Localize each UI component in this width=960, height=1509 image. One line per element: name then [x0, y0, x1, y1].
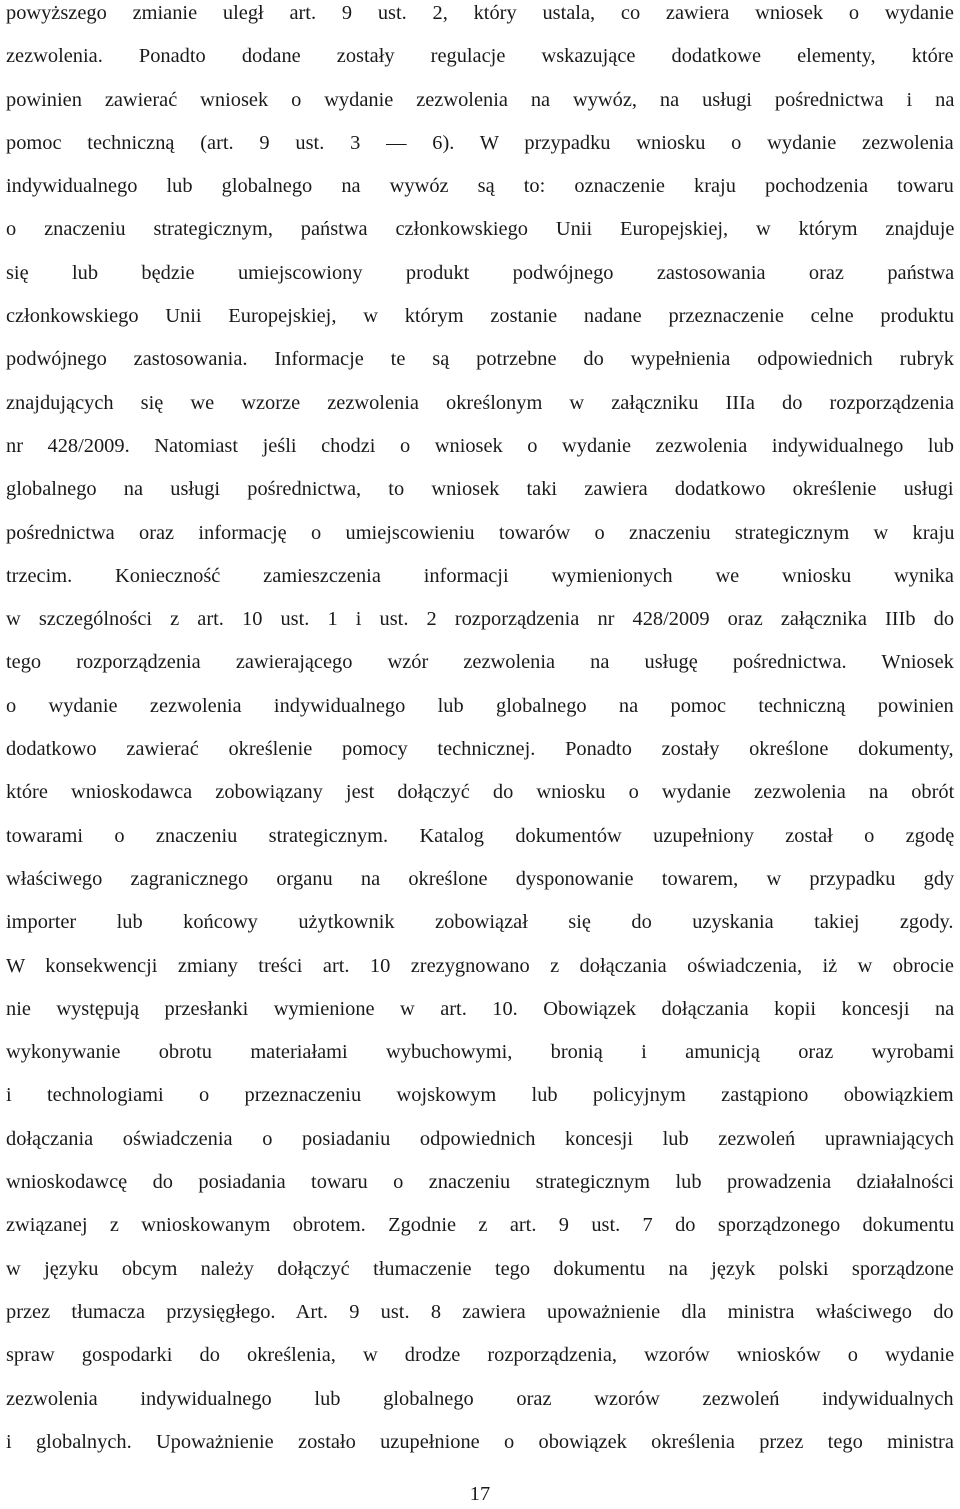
text-line: powyższego zmianie uległ art. 9 ust. 2, który ustala, co zawiera wniosek o wydanie	[6, 2, 954, 24]
text-line: nr 428/2009. Natomiast jeśli chodzi o wniosek o wydanie zezwolenia indywidualnego lub	[6, 434, 954, 457]
text-line: nie występują przesłanki wymienione w art. 10. Obowiązek dołączania kopii koncesji na	[6, 997, 955, 1020]
text-line: tego rozporządzenia zawierającego wzór zezwolenia na usługę pośrednictwa. Wniosek	[6, 651, 954, 674]
text-line: znajdujących się we wzorze zezwolenia określonym w załączniku IIIa do rozporządzenia	[6, 391, 955, 414]
text-line: W konsekwencji zmiany treści art. 10 zrezygnowano z dołączania oświadczenia, iż w obrocie	[6, 954, 954, 977]
text-line: zezwolenia. Ponadto dodane zostały regulacje wskazujące dodatkowe elementy, które	[6, 45, 954, 68]
text-line: związanej z wnioskowanym obrotem. Zgodnie z art. 9 ust. 7 do sporządzonego dokumentu	[6, 1214, 955, 1237]
text-line: w szczególności z art. 10 ust. 1 i ust. 2 rozporządzenia nr 428/2009 oraz załącznika IIIb do	[6, 608, 955, 631]
page-number: 17	[469, 1483, 491, 1505]
text-line: zezwolenia indywidualnego lub globalnego oraz wzorów zezwoleń indywidualnych	[6, 1387, 954, 1410]
text-line: wnioskodawcę do posiadania towaru o znaczeniu strategicznym lub prowadzenia działalności	[6, 1171, 954, 1194]
text-line: właściwego zagranicznego organu na określone dysponowanie towarem, w przypadku gdy	[6, 867, 955, 890]
text-line: które wnioskodawca zobowiązany jest dołączyć do wniosku o wydanie zezwolenia na obrót	[6, 781, 955, 804]
text-line: trzecim. Konieczność zamieszczenia informacji wymienionych we wniosku wynika	[6, 564, 954, 587]
text-line: spraw gospodarki do określenia, w drodze rozporządzenia, wzorów wniosków o wydanie	[6, 1344, 955, 1367]
text-line: członkowskiego Unii Europejskiej, w którym zostanie nadane przeznaczenie celne produktu	[6, 305, 955, 328]
text-line: o znaczeniu strategicznym, państwa członkowskiego Unii Europejskiej, w którym znajduje	[6, 218, 955, 241]
text-line: dołączania oświadczenia o posiadaniu odpowiednich koncesji lub zezwoleń uprawniających	[6, 1127, 954, 1150]
text-line: pośrednictwa oraz informację o umiejscowieniu towarów o znaczeniu strategicznym w kraju	[6, 521, 955, 544]
text-line: pomoc techniczną (art. 9 ust. 3 — 6). W przypadku wniosku o wydanie zezwolenia	[6, 131, 954, 154]
text-line: towarami o znaczeniu strategicznym. Katalog dokumentów uzupełniony został o zgodę	[6, 824, 955, 847]
text-line: indywidualnego lub globalnego na wywóz są to: oznaczenie kraju pochodzenia towaru	[6, 175, 954, 198]
text-line: w języku obcym należy dołączyć tłumaczenie tego dokumentu na język polski sporządzone	[6, 1257, 954, 1280]
text-line: wykonywanie obrotu materiałami wybuchowymi, bronią i amunicją oraz wyrobami	[6, 1041, 955, 1064]
text-line: się lub będzie umiejscowiony produkt podwójnego zastosowania oraz państwa	[6, 261, 955, 284]
text-line: i globalnych. Upoważnienie zostało uzupełnione o obowiązek określenia przez tego ministra	[6, 1430, 954, 1453]
text-line: importer lub końcowy użytkownik zobowiązał się do uzyskania takiej zgody.	[6, 911, 954, 934]
text-line: i technologiami o przeznaczeniu wojskowym lub policyjnym zastąpiono obowiązkiem	[6, 1084, 954, 1107]
text-line: o wydanie zezwolenia indywidualnego lub globalnego na pomoc techniczną powinien	[6, 694, 954, 717]
text-line: globalnego na usługi pośrednictwa, to wniosek taki zawiera dodatkowo określenie usługi	[6, 478, 954, 501]
text-line: powinien zawierać wniosek o wydanie zezwolenia na wywóz, na usługi pośrednictwa i na	[6, 88, 955, 111]
body-paragraph	[6, 0, 954, 1464]
text-line: podwójnego zastosowania. Informacje te są potrzebne do wypełnienia odpowiednich rubryk	[6, 348, 954, 371]
text-line: dodatkowo zawierać określenie pomocy technicznej. Ponadto zostały określone dokumenty,	[6, 738, 954, 761]
text-line: przez tłumacza przysięgłego. Art. 9 ust. 8 zawiera upoważnienie dla ministra właściwego do	[6, 1300, 954, 1323]
